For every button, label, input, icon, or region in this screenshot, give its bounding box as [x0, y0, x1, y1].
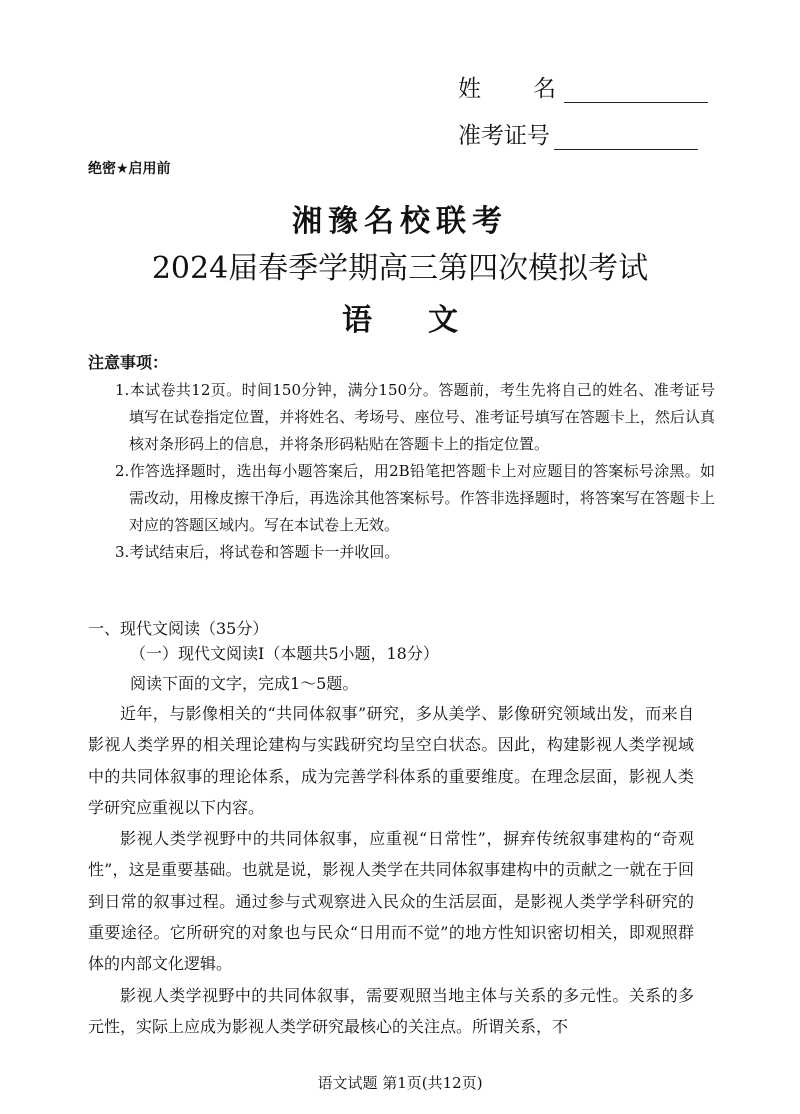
notice-item-1: 1.本试卷共12页。时间150分钟，满分150分。答题前，考生先将自己的姓名、准考证号填写在试卷指定位置，并将姓名、考场号、座位号、准考证号填写在答题卡上，然后认真核对条形码上的信息，并将条形码粘贴在答题卡上的指定位置。 [115, 381, 715, 453]
subject-title-text: 语文 [342, 303, 514, 338]
reading-instruction: 阅读下面的文字，完成1～5题。 [130, 674, 359, 693]
notice-item-3: 3.考试结束后，将试卷和答题卡一并收回。 [115, 543, 400, 561]
passage-paragraph-3: 影视人类学视野中的共同体叙事，需要观照当地主体与关系的多元性。关系的多元性，实际上应成为影视人类学研究最核心的关注点。所谓关系，不 [88, 985, 694, 1036]
subsection-heading: （一）现代文阅读Ⅰ（本题共5小题，18分） [130, 644, 439, 663]
page-footer: 语文试题 第1页(共12页) [317, 1074, 483, 1092]
exam-alliance-title: 湘豫名校联考 [292, 204, 508, 239]
exam-title: 2024届春季学期高三第四次模拟考试 [151, 251, 649, 286]
exam-id-label: 准考证号 [458, 123, 550, 149]
reading-passage [88, 698, 694, 1042]
subject-title [0, 295, 800, 339]
section-heading: 一、现代文阅读（35分） [88, 619, 269, 638]
exam-id-blank-line [554, 127, 698, 150]
exam-id-field [458, 117, 698, 150]
name-blank-line [564, 80, 708, 103]
notice-list [115, 377, 715, 566]
notice-item-2: 2.作答选择题时，选出每小题答案后，用2B铅笔把答题卡上对应题目的答案标号涂黑。如需改动，用橡皮擦干净后，再选涂其他答案标号。作答非选择题时，将答案写在答题卡上对应的答题区域内。写在本试卷上无效。 [115, 462, 715, 534]
name-field [458, 70, 708, 103]
passage-paragraph-2: 影视人类学视野中的共同体叙事，应重视“日常性”，摒弃传统叙事建构的“奇观性”，这是重要基础。也就是说，影视人类学在共同体叙事建构中的贡献之一就在于回到日常的叙事过程。通过参与式观察进入民众的生活层面，是影视人类学学科研究的重要途径。它所研究的对象也与民众“日用而不觉”的地方性知识密切相关，即观照群体的内部文化逻辑。 [88, 829, 694, 974]
notice-heading: 注意事项： [88, 353, 169, 372]
name-label: 姓名 [458, 76, 608, 102]
passage-paragraph-1: 近年，与影像相关的“共同体叙事”研究，多从美学、影像研究领域出发，而来自影视人类学界的相关理论建构与实践研究均呈空白状态。因此，构建影视人类学视域中的共同体叙事的理论体系，成为完善学科体系的重要维度。在理念层面，影视人类学研究应重视以下内容。 [88, 704, 694, 817]
secret-label: 绝密★启用前 [88, 161, 171, 177]
